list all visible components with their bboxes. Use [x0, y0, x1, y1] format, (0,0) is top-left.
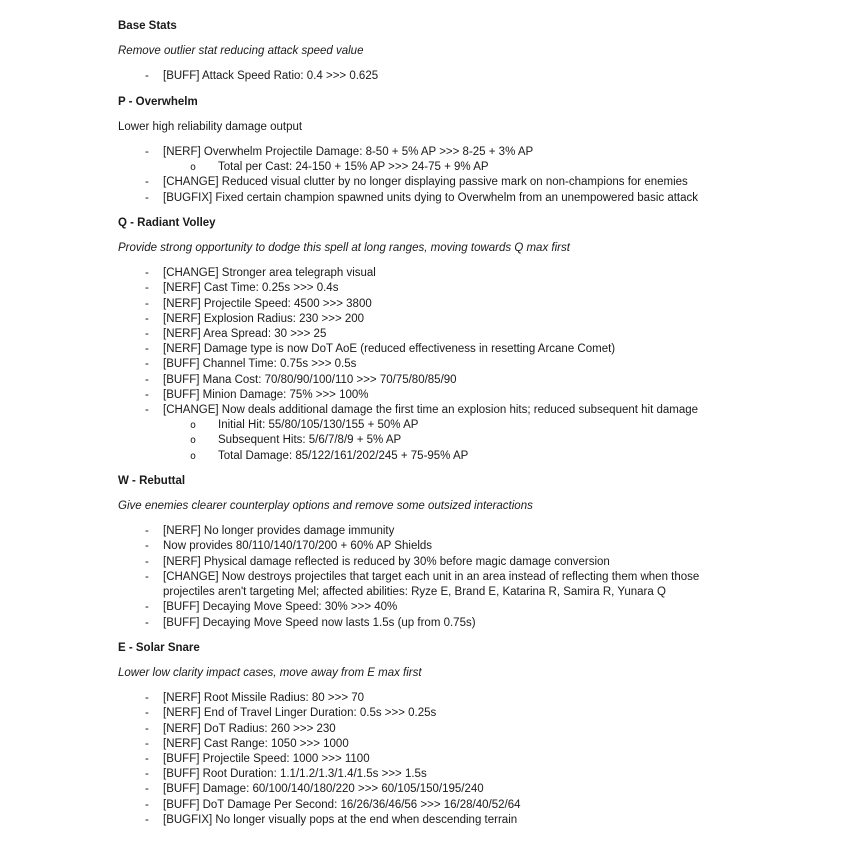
- change-text: [BUFF] Minion Damage: 75% >>> 100%: [163, 388, 369, 401]
- patch-section: [118, 474, 760, 631]
- change-text: [NERF] Explosion Radius: 230 >>> 200: [163, 312, 365, 325]
- change-text: [BUFF] DoT Damage Per Second: 16/26/36/46/56 >>> 16/28/40/52/64: [163, 798, 521, 811]
- bullet-marker: -: [145, 692, 149, 705]
- section-heading: Q - Radiant Volley: [118, 216, 216, 229]
- change-item: [118, 191, 760, 206]
- change-item: [118, 737, 760, 752]
- bullet-marker: -: [145, 328, 149, 341]
- bullet-marker: o: [190, 162, 197, 174]
- change-text: [NERF] DoT Radius: 260 >>> 230: [163, 722, 336, 735]
- patch-section: [118, 19, 760, 85]
- change-text: [NERF] Cast Range: 1050 >>> 1000: [163, 737, 349, 750]
- bullet-marker: -: [145, 388, 149, 401]
- change-item: [118, 798, 760, 813]
- change-item: [118, 706, 760, 721]
- bullet-marker: -: [145, 176, 149, 189]
- change-item: [118, 433, 760, 448]
- change-text: [BUFF] Root Duration: 1.1/1.2/1.3/1.4/1.5s >>> 1.5s: [163, 768, 427, 781]
- change-item: [118, 813, 760, 828]
- bullet-marker: -: [145, 540, 149, 553]
- change-item: [118, 555, 760, 570]
- bullet-list: [118, 145, 760, 206]
- bullet-marker: -: [145, 191, 149, 204]
- bullet-marker: -: [145, 601, 149, 614]
- bullet-marker: -: [145, 297, 149, 310]
- change-text: [NERF] Projectile Speed: 4500 >>> 3800: [163, 297, 372, 310]
- change-item: [118, 388, 760, 403]
- bullet-marker: -: [145, 282, 149, 295]
- change-item: [118, 524, 760, 539]
- change-text: [BUGFIX] No longer visually pops at the end when descending terrain: [163, 813, 518, 826]
- bullet-marker: -: [145, 768, 149, 781]
- bullet-marker: -: [145, 616, 149, 629]
- change-text: [BUFF] Projectile Speed: 1000 >>> 1100: [163, 752, 370, 765]
- change-item: [118, 312, 760, 327]
- change-text: [NERF] Physical damage reflected is reduced by 30% before magic damage conversion: [163, 555, 610, 568]
- change-item: [118, 357, 760, 372]
- section-summary: Give enemies clearer counterplay options and remove some outsized interactions: [118, 500, 533, 513]
- change-item: [118, 782, 760, 797]
- section-summary: Lower low clarity impact cases, move away from E max first: [118, 666, 422, 679]
- change-item: [118, 600, 760, 615]
- bullet-marker: -: [145, 555, 149, 568]
- change-text: [NERF] End of Travel Linger Duration: 0.5s >>> 0.25s: [163, 707, 437, 720]
- bullet-marker: -: [145, 752, 149, 765]
- change-text: [BUFF] Damage: 60/100/140/180/220 >>> 60/105/150/195/240: [163, 783, 484, 796]
- change-text: [BUGFIX] Fixed certain champion spawned units dying to Overwhelm from an unempowered basic attack: [163, 191, 698, 204]
- bullet-marker: -: [145, 813, 149, 826]
- section-heading: E - Solar Snare: [118, 641, 200, 654]
- change-item: [118, 752, 760, 767]
- change-item: [118, 449, 760, 464]
- bullet-marker: -: [145, 373, 149, 386]
- bullet-list: [118, 266, 760, 464]
- change-text: [BUFF] Mana Cost: 70/80/90/100/110 >>> 70/75/80/85/90: [163, 373, 457, 386]
- bullet-list: [118, 524, 760, 630]
- change-text: Now provides 80/110/140/170/200 + 60% AP Shields: [163, 540, 433, 553]
- change-item: [118, 418, 760, 433]
- change-text: [BUFF] Attack Speed Ratio: 0.4 >>> 0.625: [163, 70, 379, 83]
- change-text: [NERF] Area Spread: 30 >>> 25: [163, 328, 327, 341]
- change-text: Total per Cast: 24-150 + 15% AP >>> 24-75 + 9% AP: [218, 161, 489, 174]
- bullet-marker: -: [145, 737, 149, 750]
- bullet-marker: -: [145, 783, 149, 796]
- change-text: [BUFF] Decaying Move Speed: 30% >>> 40%: [163, 601, 398, 614]
- change-item: [118, 570, 760, 600]
- bullet-marker: -: [145, 267, 149, 280]
- change-item: [118, 297, 760, 312]
- bullet-marker: o: [190, 435, 197, 447]
- change-text: Initial Hit: 55/80/105/130/155 + 50% AP: [218, 419, 419, 432]
- change-item: [118, 281, 760, 296]
- change-item: [118, 767, 760, 782]
- section-heading: W - Rebuttal: [118, 474, 186, 487]
- bullet-marker: -: [145, 343, 149, 356]
- bullet-marker: -: [145, 707, 149, 720]
- section-heading: Base Stats: [118, 20, 177, 32]
- change-item: [118, 373, 760, 388]
- section-summary: Lower high reliability damage output: [118, 120, 303, 133]
- change-text: Total Damage: 85/122/161/202/245 + 75-95% AP: [218, 449, 469, 462]
- change-text: [NERF] Damage type is now DoT AoE (reduced effectiveness in resetting Arcane Comet): [163, 343, 616, 356]
- change-item: [118, 69, 760, 84]
- patch-section: [118, 216, 760, 464]
- bullet-marker: -: [145, 722, 149, 735]
- bullet-marker: o: [190, 450, 197, 462]
- bullet-marker: -: [145, 404, 149, 417]
- bullet-list: [118, 69, 760, 84]
- change-text: [NERF] Overwhelm Projectile Damage: 8-50 + 5% AP >>> 8-25 + 3% AP: [163, 146, 534, 159]
- bullet-marker: -: [145, 798, 149, 811]
- patch-section: [118, 641, 760, 828]
- patch-section: [118, 95, 760, 206]
- section-heading: P - Overwhelm: [118, 95, 198, 108]
- change-text: Subsequent Hits: 5/6/7/8/9 + 5% AP: [218, 434, 402, 447]
- change-item: [118, 616, 760, 631]
- bullet-marker: -: [145, 358, 149, 371]
- change-item: [118, 266, 760, 281]
- bullet-marker: -: [145, 70, 149, 83]
- bullet-marker: -: [145, 146, 149, 159]
- change-item: [118, 342, 760, 357]
- change-text: [CHANGE] Reduced visual clutter by no longer displaying passive mark on non-champions for enemies: [163, 176, 688, 189]
- change-item: [118, 175, 760, 190]
- change-text: [CHANGE] Stronger area telegraph visual: [163, 267, 376, 280]
- bullet-marker: -: [145, 525, 149, 538]
- bullet-marker: -: [145, 312, 149, 325]
- change-text: [NERF] No longer provides damage immunity: [163, 525, 395, 538]
- bullet-marker: -: [145, 570, 149, 583]
- section-summary: Remove outlier stat reducing attack speed value: [118, 45, 364, 58]
- change-item: [118, 145, 760, 160]
- change-item: [118, 691, 760, 706]
- bullet-list: [118, 691, 760, 828]
- section-summary: Provide strong opportunity to dodge this spell at long ranges, moving towards Q max first: [118, 242, 570, 255]
- change-text: [BUFF] Decaying Move Speed now lasts 1.5s (up from 0.75s): [163, 616, 476, 629]
- change-text: [CHANGE] Now destroys projectiles that target each unit in an area instead of reflecting them when those projectiles aren't targeting Mel; affected abilities: Ryze E, Brand E, Katarina R, Samira R, Yunara Q: [163, 570, 700, 599]
- change-text: [BUFF] Channel Time: 0.75s >>> 0.5s: [163, 358, 357, 371]
- change-text: [NERF] Cast Time: 0.25s >>> 0.4s: [163, 282, 339, 295]
- change-item: [118, 539, 760, 554]
- bullet-marker: o: [190, 420, 197, 432]
- change-item: [118, 327, 760, 342]
- change-item: [118, 722, 760, 737]
- change-item: [118, 160, 760, 175]
- change-text: [CHANGE] Now deals additional damage the first time an explosion hits; reduced subsequent hit damage: [163, 404, 699, 417]
- change-text: [NERF] Root Missile Radius: 80 >>> 70: [163, 692, 365, 705]
- change-item: [118, 403, 760, 418]
